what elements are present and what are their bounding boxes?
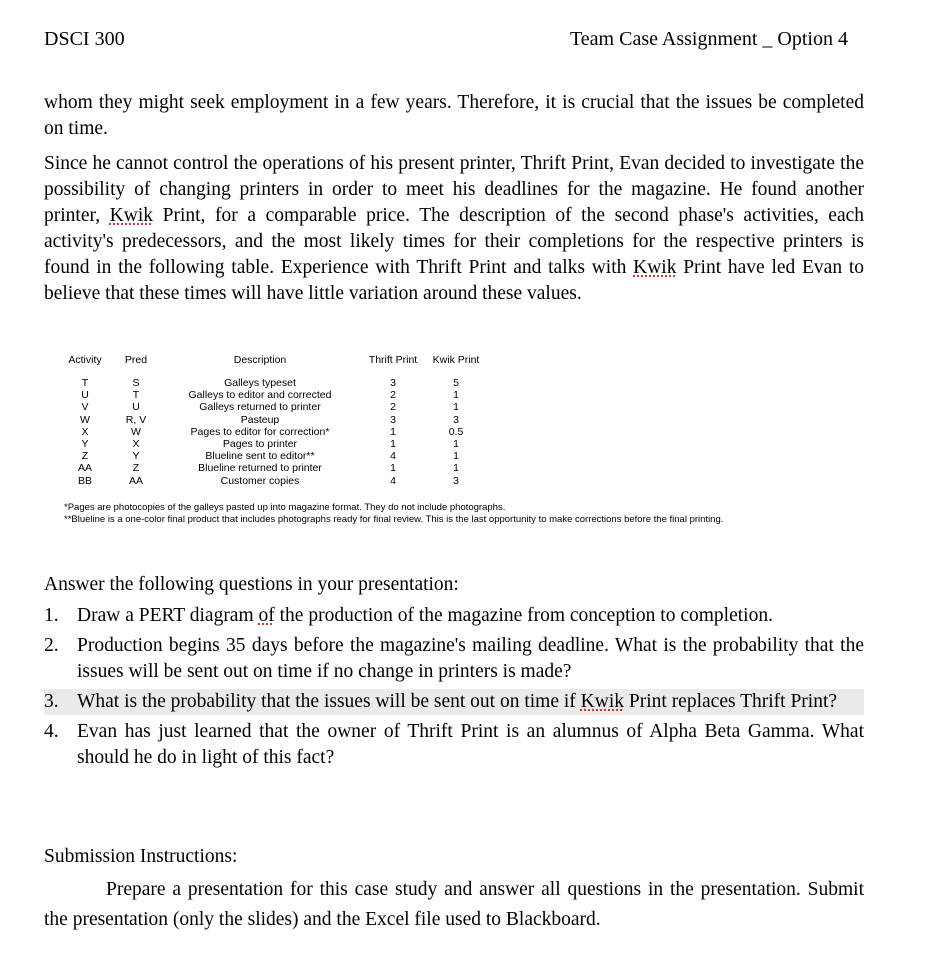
cell-activity: V xyxy=(81,401,89,414)
cell-kwik: 1 xyxy=(453,438,459,451)
header-thrift: Thrift Print xyxy=(368,354,418,366)
cell-description: Galleys returned to printer xyxy=(199,401,321,414)
questions-intro: Answer the following questions in your presentation: xyxy=(44,574,459,595)
column-activity xyxy=(62,377,108,487)
question-text: Print replaces Thrift Print? xyxy=(624,691,838,712)
cell-pred: T xyxy=(132,389,140,402)
cell-thrift: 3 xyxy=(390,377,396,389)
header-pred: Pred xyxy=(124,354,148,366)
question-item xyxy=(44,633,864,685)
paragraph-printers xyxy=(44,151,864,307)
question-text: What is the probability that the issues will be sent out on time if xyxy=(77,691,581,712)
cell-description: Blueline returned to printer xyxy=(198,462,322,475)
cell-activity: Z xyxy=(81,450,89,463)
column-description xyxy=(160,377,360,487)
footnote-blueline: **Blueline is a one-color final product that includes photographs ready for final review. This is the last opportunity to make corrections before the final printing. xyxy=(64,514,724,525)
cell-pred: X xyxy=(132,438,140,451)
cell-activity: W xyxy=(80,413,90,426)
submission-body: Prepare a presentation for this case study and answer all questions in the presentation. Submit the presentation (only the slides) and the Excel file used to Blackboard. xyxy=(44,879,864,930)
cell-pred: Z xyxy=(132,462,140,475)
cell-thrift: 2 xyxy=(390,401,396,414)
question-number: 3. xyxy=(44,691,59,712)
spellcheck-kwik-2: Kwik xyxy=(633,257,677,278)
course-code: DSCI 300 xyxy=(44,28,125,50)
para2-part-c: Print have led Evan to believe that these times will have little variation around these values. xyxy=(44,257,864,304)
question-text: Draw a PERT diagram xyxy=(77,605,259,626)
question-number: 2. xyxy=(44,635,59,656)
cell-description: Blueline sent to editor** xyxy=(205,450,315,463)
column-kwik xyxy=(426,377,486,487)
cell-thrift: 1 xyxy=(390,438,396,451)
cell-description: Pages to editor for correction* xyxy=(190,425,330,438)
header-activity: Activity xyxy=(68,354,102,366)
header-description: Description xyxy=(233,354,287,366)
paragraph-intro: whom they might seek employment in a few years. Therefore, it is crucial that the issues be completed on time. xyxy=(44,92,864,139)
cell-thrift: 4 xyxy=(390,474,396,487)
cell-pred: S xyxy=(132,377,140,389)
cell-kwik: 3 xyxy=(453,413,459,426)
cell-activity: U xyxy=(81,389,89,402)
cell-description: Pages to printer xyxy=(222,438,298,451)
cell-activity: Y xyxy=(81,438,89,451)
question-item-highlighted xyxy=(44,689,864,715)
cell-pred: R, V xyxy=(125,413,147,426)
cell-kwik: 5 xyxy=(453,377,459,389)
question-list xyxy=(44,603,864,775)
column-pred xyxy=(116,377,156,487)
cell-thrift: 4 xyxy=(390,450,396,463)
spellcheck-kwik-3: Kwik xyxy=(580,691,625,712)
question-text: Evan has just learned that the owner of Thrift Print is an alumnus of Alpha Beta Gamma. What should he do in light of this fact? xyxy=(77,721,864,768)
question-text: the production of the magazine from conception to completion. xyxy=(274,605,773,626)
cell-activity: T xyxy=(81,377,89,389)
cell-kwik: 1 xyxy=(453,462,459,475)
assignment-title: Team Case Assignment _ Option 4 xyxy=(569,28,848,50)
para2-part-a: Since he cannot control the operations of his present printer, Thrift Print, Evan decided to investigate the possibility of changing printers in order to meet his deadlines for the magazine. He found another printer, xyxy=(44,153,864,226)
footnote-pages: *Pages are photocopies of the galleys pasted up into magazine format. They do not include photographs. xyxy=(64,502,506,513)
cell-thrift: 1 xyxy=(390,425,396,438)
cell-thrift: 3 xyxy=(390,413,396,426)
cell-kwik: 1 xyxy=(453,389,459,402)
question-text: Production begins 35 days before the magazine's mailing deadline. What is the probability that the issues will be sent out on time if no change in printers is made? xyxy=(77,635,864,682)
header-kwik: Kwik Print xyxy=(432,354,480,366)
cell-pred: AA xyxy=(128,474,143,487)
spellcheck-of: of xyxy=(258,605,275,626)
question-number: 4. xyxy=(44,721,59,742)
cell-description: Pasteup xyxy=(240,413,280,426)
question-number: 1. xyxy=(44,605,59,626)
cell-description: Galleys typeset xyxy=(224,377,296,389)
cell-activity: AA xyxy=(77,462,92,475)
question-item xyxy=(44,719,864,771)
question-item xyxy=(44,603,864,629)
cell-thrift: 2 xyxy=(390,389,396,402)
cell-thrift: 1 xyxy=(390,462,396,475)
cell-pred: U xyxy=(132,401,140,414)
cell-activity: X xyxy=(81,425,89,438)
cell-kwik: 0.5 xyxy=(448,425,464,438)
spellcheck-kwik-1: Kwik xyxy=(109,205,154,226)
cell-kwik: 1 xyxy=(453,401,459,414)
cell-pred: W xyxy=(131,425,141,438)
para2-part-b: Print, for a comparable price. The description of the second phase's activities, each activity's predecessors, and the most likely times for their completions for the respective printers is found in the following table. Experience with Thrift Print and talks with xyxy=(44,205,865,278)
cell-pred: Y xyxy=(132,450,140,463)
submission-title: Submission Instructions: xyxy=(44,846,238,867)
column-thrift xyxy=(360,377,426,487)
cell-description: Galleys to editor and corrected xyxy=(188,389,332,402)
cell-kwik: 1 xyxy=(453,450,459,463)
cell-activity: BB xyxy=(77,474,92,487)
cell-description: Customer copies xyxy=(220,474,300,487)
cell-kwik: 3 xyxy=(453,474,459,487)
